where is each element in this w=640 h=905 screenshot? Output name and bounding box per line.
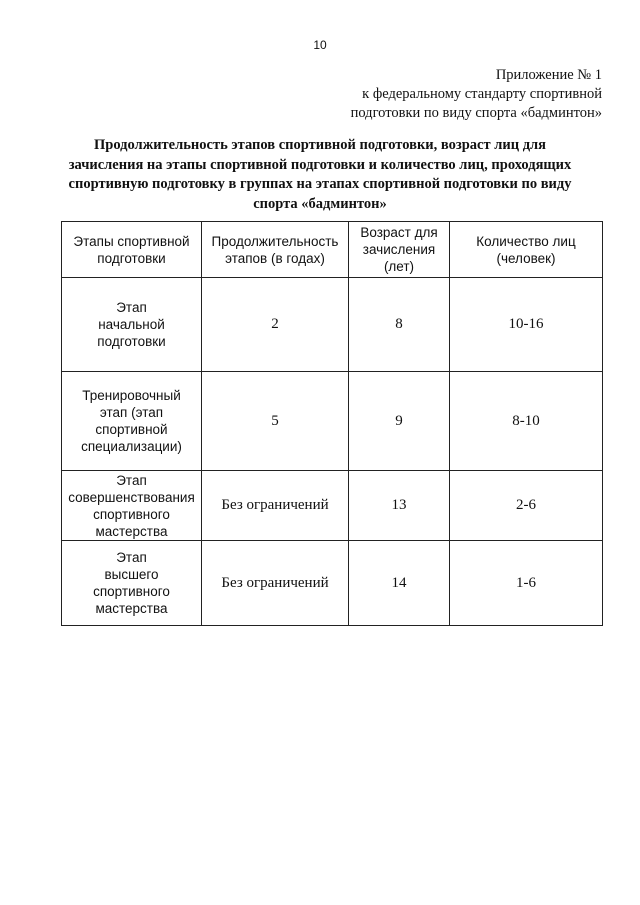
page-number: 10 [313, 38, 327, 52]
count-cell: 10-16 [450, 278, 603, 372]
age-cell: 13 [349, 471, 450, 541]
stage-cell [62, 471, 202, 541]
table-header-row [62, 222, 603, 278]
stage-cell [62, 278, 202, 372]
stage-name: Этап высшего спортивного мастерства [93, 550, 170, 616]
stage-name: Тренировочный этап (этап спортивной специализации) [81, 388, 182, 454]
stage-name: Этап начальной подготовки [97, 300, 166, 349]
count-cell: 1-6 [450, 541, 603, 626]
title-line-2: зачисления на этапы спортивной подготовки и количество лиц, проходящих [68, 156, 572, 173]
age-cell: 14 [349, 541, 450, 626]
title-line-4: спорта «бадминтон» [253, 195, 387, 212]
title-line-3: спортивную подготовку в группах на этапах спортивной подготовки по виду [68, 176, 572, 192]
header-stages-label: Этапы спортивной подготовки [73, 233, 190, 266]
stages-table [61, 221, 603, 626]
document-title [40, 136, 600, 214]
header-duration-label: Продолжительность этапов (в годах) [211, 233, 339, 266]
duration-cell: Без ограничений [202, 471, 349, 541]
stage-name: Этап совершенствования спортивного мастерства [68, 472, 195, 539]
age-cell: 8 [349, 278, 450, 372]
age-cell: 9 [349, 372, 450, 471]
duration-cell: Без ограничений [202, 541, 349, 626]
header-duration [202, 222, 349, 278]
header-age-label: Возраст для зачисления (лет) [360, 225, 438, 274]
appendix-header [282, 66, 602, 123]
stage-cell [62, 372, 202, 471]
count-cell: 8-10 [450, 372, 603, 471]
appendix-line-3: подготовки по виду спорта «бадминтон» [350, 105, 602, 121]
header-age [349, 222, 450, 278]
header-count [450, 222, 603, 278]
table-row [62, 372, 603, 471]
title-line-1: Продолжительность этапов спортивной подготовки, возраст лиц для [93, 137, 547, 153]
table-row [62, 471, 603, 541]
appendix-line-1: Приложение № 1 [495, 67, 602, 83]
duration-cell: 2 [202, 278, 349, 372]
stage-cell [62, 541, 202, 626]
appendix-line-2: к федеральному стандарту спортивной [362, 86, 602, 102]
count-cell: 2-6 [450, 471, 603, 541]
duration-cell: 5 [202, 372, 349, 471]
header-count-label: Количество лиц (человек) [476, 233, 576, 266]
table-row [62, 541, 603, 626]
table-row [62, 278, 603, 372]
header-stages [62, 222, 202, 278]
